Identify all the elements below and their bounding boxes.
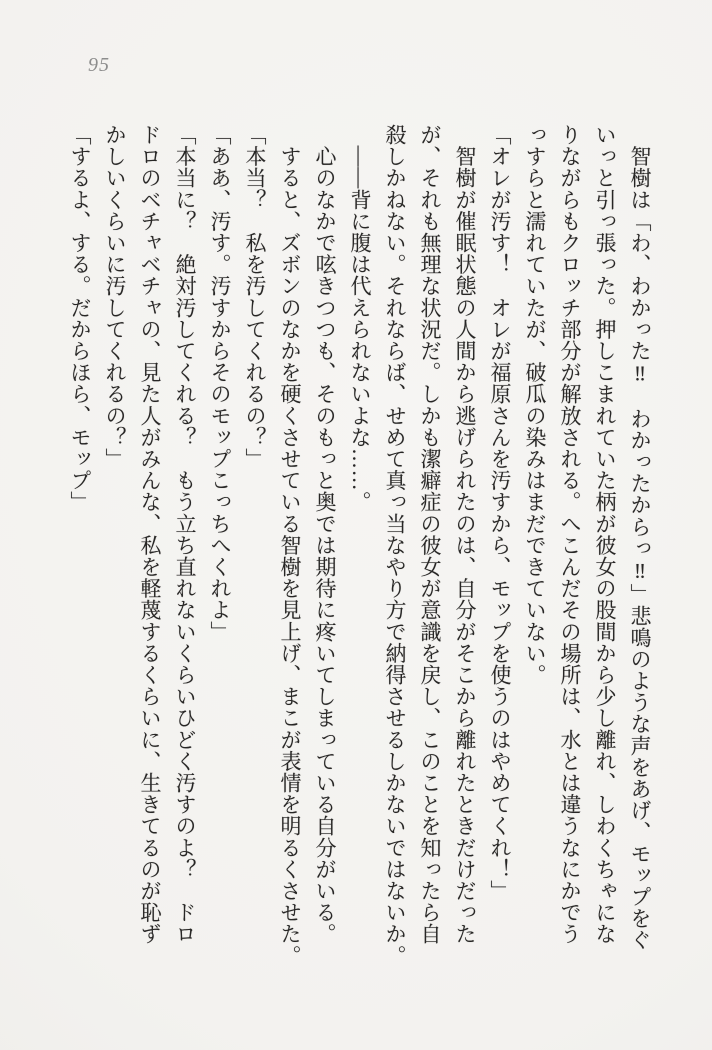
text-line: 「するよ、する。だからほら、モップ」 bbox=[68, 124, 92, 513]
text-line: ――背に腹は代えられないよな……。 bbox=[348, 124, 372, 513]
text-line: 「ああ、汚す。汚すからそのモップこっちへくれよ」 bbox=[208, 124, 232, 643]
text-line: 「本当？ 私を汚してくれるの？」 bbox=[243, 124, 267, 470]
text-line: 「本当に？ 絶対汚してくれる？ もう立ち直れないくらいひどく汚すのよ？ ドロ bbox=[173, 124, 197, 945]
text-line: 心のなかで呟きつつも、そのもっと奥では期待に疼いてしまっている自分がいる。 bbox=[313, 124, 337, 945]
text-line: いっと引っ張った。押しこまれていた柄が彼女の股間から少し離れ、しわくちゃにな bbox=[593, 124, 617, 945]
text-block bbox=[62, 124, 657, 972]
text-line: 智樹が催眠状態の人間から逃げられたのは、自分がそこから離れたときだけだった bbox=[453, 124, 477, 945]
text-line: かしいくらいに汚してくれるの？」 bbox=[103, 124, 127, 470]
text-line: 殺しかねない。それならば、せめて真っ当なやり方で納得させるしかないではないか。 bbox=[383, 124, 407, 967]
text-line: が、それも無理な状況だ。しかも潔癖症の彼女が意識を戻し、このことを知ったら自 bbox=[418, 124, 442, 945]
text-line: すると、ズボンのなかを硬くさせている智樹を見上げ、まこが表情を明るくさせた。 bbox=[278, 124, 302, 967]
text-line: っすらと濡れていたが、破瓜の染みはまだできていない。 bbox=[523, 124, 547, 686]
text-line: ドロのベチャベチャの、見た人がみんな、私を軽蔑するくらいに、生きてるのが恥ず bbox=[138, 124, 162, 945]
text-line: 智樹は「わ、わかった‼ わかったからっ‼」悲鳴のような声をあげ、モップをぐ bbox=[628, 124, 652, 951]
text-line: 「オレが汚す！ オレが福原さんを汚すから、モップを使うのはやめてくれ！」 bbox=[488, 124, 512, 902]
page-number: 95 bbox=[88, 54, 110, 76]
text-line: りながらもクロッチ部分が解放される。へこんだその場所は、水とは違うなにかでう bbox=[558, 124, 582, 945]
